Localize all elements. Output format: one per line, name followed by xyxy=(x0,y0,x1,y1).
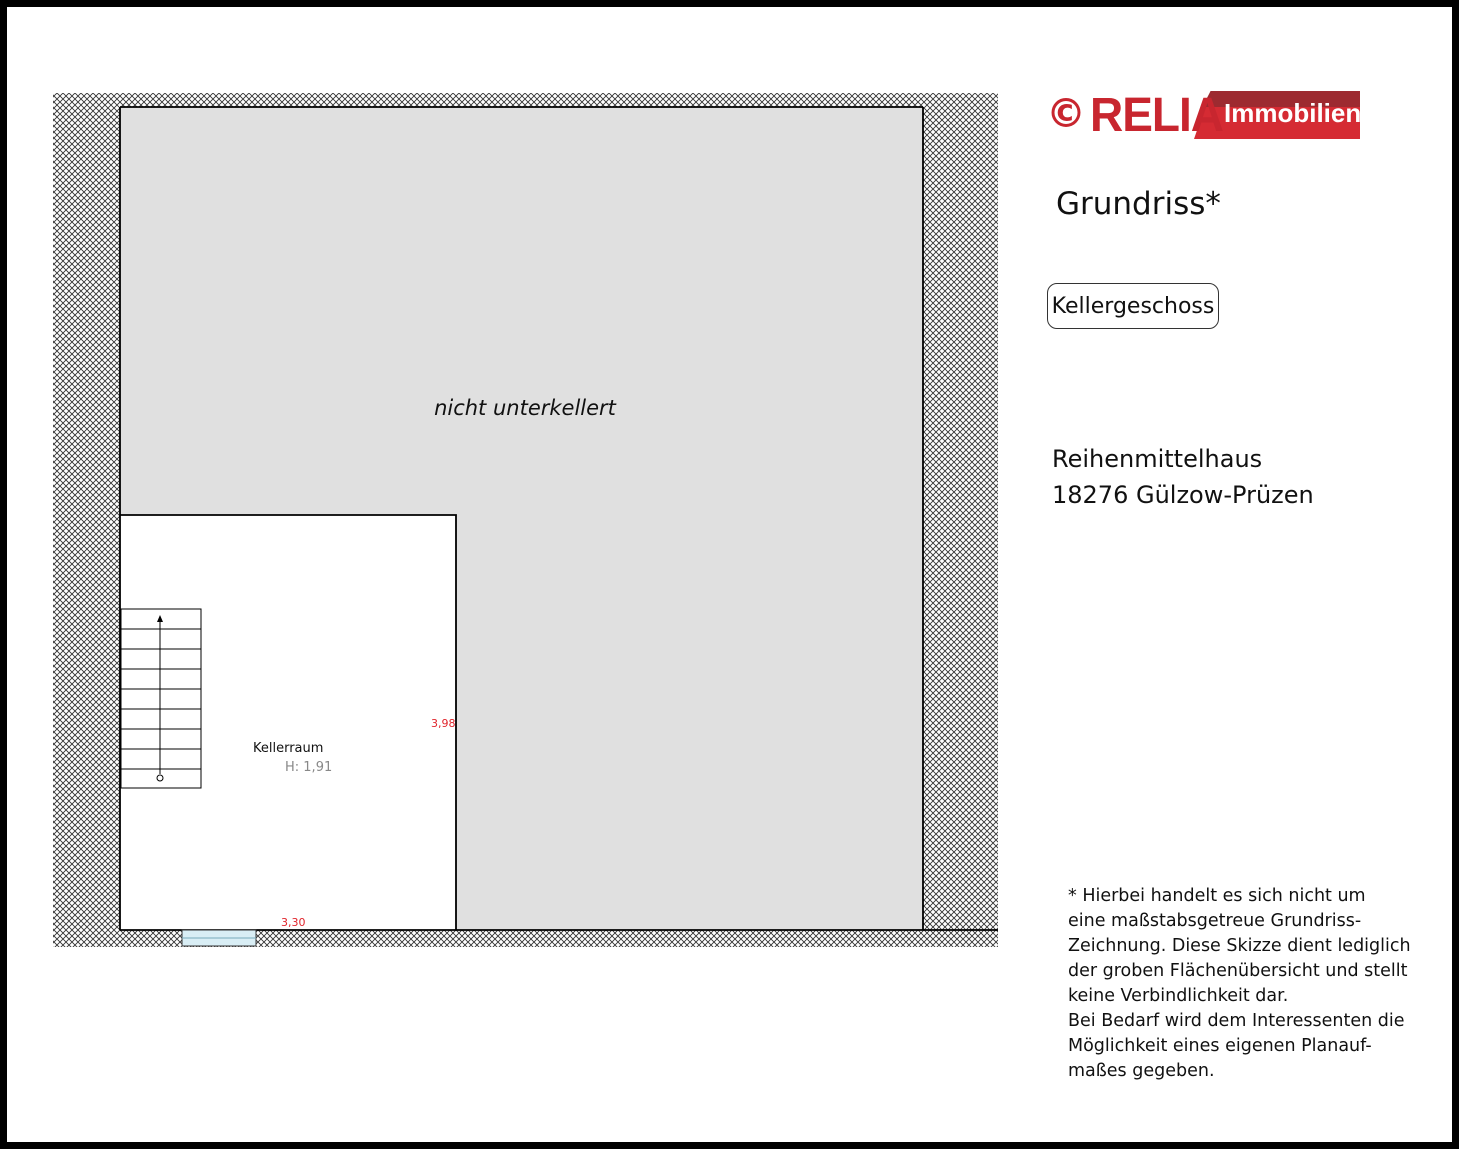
wall-left xyxy=(53,107,120,930)
logo-brand-name: RELIA xyxy=(1090,86,1223,142)
floor-label xyxy=(1047,283,1219,329)
staircase xyxy=(121,609,201,788)
dimension-depth: 3,98 xyxy=(431,717,456,730)
unexcavated-label: nicht unterkellert xyxy=(434,396,616,420)
disclaimer-line: * Hierbei handelt es sich nicht um xyxy=(1068,886,1366,906)
disclaimer xyxy=(1068,884,1428,1084)
relia-logo xyxy=(1046,88,1360,140)
property-type: Reihenmittelhaus xyxy=(1052,445,1263,473)
wall-top xyxy=(53,93,998,107)
disclaimer-line: keine Verbindlichkeit dar. xyxy=(1068,986,1289,1006)
room-name: Kellerraum xyxy=(253,741,324,756)
property-info xyxy=(1052,441,1314,513)
disclaimer-line: maßes gegeben. xyxy=(1068,1061,1215,1081)
copyright-icon: © xyxy=(1046,91,1086,137)
logo-brand xyxy=(1046,88,1223,140)
logo-tagline: Immobilien xyxy=(1224,98,1362,128)
floor-label-text: Kellergeschoss xyxy=(1051,293,1215,319)
room-height: H: 1,91 xyxy=(285,760,333,775)
property-location: 18276 Gülzow-Prüzen xyxy=(1052,481,1314,509)
disclaimer-line: Bei Bedarf wird dem Interessenten die xyxy=(1068,1011,1405,1031)
disclaimer-line: eine maßstabsgetreue Grundriss- xyxy=(1068,911,1362,931)
dimension-width: 3,30 xyxy=(281,916,306,929)
disclaimer-line: Zeichnung. Diese Skizze dient lediglich xyxy=(1068,936,1411,956)
page-title: Grundriss* xyxy=(1056,186,1221,222)
disclaimer-line: der groben Flächenübersicht und stellt xyxy=(1068,961,1408,981)
wall-right xyxy=(923,107,998,930)
disclaimer-line: Möglichkeit eines eigenen Planauf- xyxy=(1068,1036,1372,1056)
